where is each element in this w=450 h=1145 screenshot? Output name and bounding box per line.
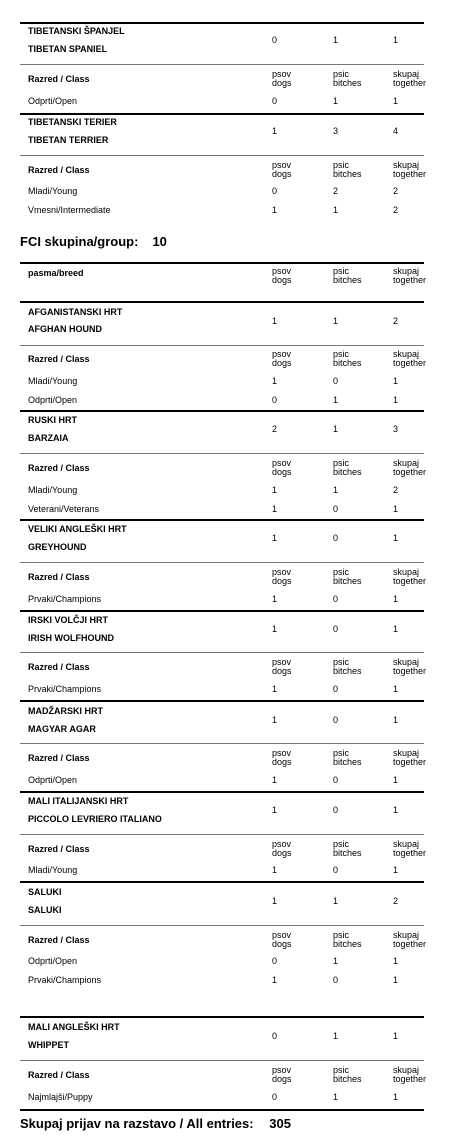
class-name: Odprti/Open (28, 956, 78, 966)
dogs-count: 1 (272, 805, 278, 815)
together-count: 1 (393, 594, 399, 604)
dogs-column-header-line: dogs (272, 275, 292, 285)
bitches-column-header-line: psic (333, 160, 350, 170)
together-column-header-line: skupaj (393, 160, 420, 170)
dogs-count: 1 (272, 485, 278, 495)
dogs-column-header (272, 70, 292, 88)
all-entries-footer (20, 1116, 291, 1131)
bitches-count: 1 (333, 96, 339, 106)
dogs-column-header-line: dogs (272, 576, 292, 586)
dogs-count: 0 (272, 1092, 278, 1102)
bitches-count: 1 (333, 35, 339, 45)
breed-name-si: AFGANISTANSKI HRT (28, 307, 123, 317)
together-column-header (393, 658, 426, 676)
together-column-header-line: skupaj (393, 748, 420, 758)
breed-name-en: MAGYAR AGAR (28, 724, 96, 734)
dogs-count: 0 (272, 96, 278, 106)
bitches-column-header-line: psic (333, 266, 350, 276)
dogs-count: 1 (272, 376, 278, 386)
bitches-count: 1 (333, 395, 339, 405)
dogs-column-header-line: psov (272, 160, 292, 170)
bitches-count: 0 (333, 533, 339, 543)
bitches-count: 1 (333, 316, 339, 326)
class-name: Odprti/Open (28, 775, 78, 785)
dogs-column-header-line: dogs (272, 757, 292, 767)
class-name: Odprti/Open (28, 395, 78, 405)
bitches-column-header-line: psic (333, 839, 350, 849)
fci-group-heading (20, 234, 167, 249)
dogs-column-header-line: dogs (272, 1074, 292, 1084)
dogs-count: 1 (272, 504, 278, 514)
together-count: 1 (393, 533, 399, 543)
dogs-column-header-line: psov (272, 657, 292, 667)
bitches-column-header (333, 749, 362, 767)
class-header-label: Razred / Class (28, 753, 90, 763)
class-name: Vmesni/Intermediate (28, 205, 111, 215)
bitches-column-header-line: psic (333, 930, 350, 940)
breed-name-si: RUSKI HRT (28, 415, 77, 425)
bitches-column-header (333, 658, 362, 676)
dogs-column-header-line: psov (272, 567, 292, 577)
together-count: 2 (393, 485, 399, 495)
dogs-column-header-line: psov (272, 349, 292, 359)
fci-group-number: 10 (152, 234, 167, 249)
together-column-header-line: skupaj (393, 657, 420, 667)
breed-name-si: MALI ITALIJANSKI HRT (28, 796, 129, 806)
class-header-label: Razred / Class (28, 844, 90, 854)
dogs-count: 0 (272, 956, 278, 966)
dogs-column-header (272, 931, 292, 949)
class-name: Mladi/Young (28, 865, 78, 875)
bitches-column-header-line: bitches (333, 467, 362, 477)
bitches-column-header-line: bitches (333, 666, 362, 676)
dogs-count: 0 (272, 1031, 278, 1041)
row-divider (20, 652, 424, 653)
together-column-header-line: together (393, 576, 427, 586)
class-name: Odprti/Open (28, 96, 78, 106)
together-column-header-line: skupaj (393, 1065, 420, 1075)
dogs-column-header-line: psov (272, 1065, 292, 1075)
bitches-column-header (333, 931, 362, 949)
dogs-count: 2 (272, 424, 278, 434)
dogs-column-header (272, 1066, 292, 1084)
section-divider (20, 410, 424, 412)
breed-header-label: pasma/breed (28, 268, 84, 278)
breed-name-en: SALUKI (28, 905, 62, 915)
dogs-count: 1 (272, 865, 278, 875)
bitches-count: 0 (333, 975, 339, 985)
bitches-column-header (333, 267, 362, 285)
class-name: Mladi/Young (28, 376, 78, 386)
together-count: 4 (393, 126, 399, 136)
together-count: 1 (393, 504, 399, 514)
together-column-header-line: skupaj (393, 839, 420, 849)
dogs-column-header-line: dogs (272, 78, 292, 88)
class-header-label: Razred / Class (28, 463, 90, 473)
row-divider (20, 64, 424, 65)
bitches-count: 2 (333, 186, 339, 196)
class-name: Prvaki/Champions (28, 594, 102, 604)
breed-name-si: IRSKI VOLČJI HRT (28, 615, 109, 625)
bitches-column-header (333, 459, 362, 477)
together-count: 1 (393, 1092, 399, 1102)
dogs-count: 0 (272, 186, 278, 196)
dogs-count: 1 (272, 775, 278, 785)
bitches-count: 1 (333, 205, 339, 215)
together-column-header (393, 749, 426, 767)
bitches-count: 0 (333, 775, 339, 785)
class-name: Najmlajši/Puppy (28, 1092, 93, 1102)
bitches-column-header-line: psic (333, 1065, 350, 1075)
together-column-header (393, 931, 426, 949)
dogs-column-header (272, 568, 292, 586)
bitches-count: 3 (333, 126, 339, 136)
class-name: Prvaki/Champions (28, 684, 102, 694)
together-column-header-line: together (393, 757, 427, 767)
together-column-header (393, 840, 426, 858)
bitches-column-header (333, 568, 362, 586)
together-column-header-line: together (393, 848, 427, 858)
dogs-column-header (272, 749, 292, 767)
bitches-count: 0 (333, 376, 339, 386)
row-divider (20, 453, 424, 454)
bitches-column-header-line: bitches (333, 757, 362, 767)
section-divider (20, 1109, 424, 1111)
dogs-count: 1 (272, 205, 278, 215)
dogs-count: 1 (272, 624, 278, 634)
dogs-count: 0 (272, 395, 278, 405)
dogs-column-header-line: psov (272, 748, 292, 758)
together-column-header-line: together (393, 78, 427, 88)
class-name: Mladi/Young (28, 186, 78, 196)
section-divider (20, 301, 424, 303)
together-column-header-line: together (393, 358, 427, 368)
breed-name-en: TIBETAN TERRIER (28, 135, 109, 145)
section-divider (20, 1016, 424, 1018)
dogs-count: 1 (272, 316, 278, 326)
bitches-column-header-line: psic (333, 567, 350, 577)
together-column-header (393, 459, 426, 477)
dogs-column-header-line: psov (272, 266, 292, 276)
together-count: 1 (393, 684, 399, 694)
together-column-header (393, 1066, 426, 1084)
bitches-column-header (333, 1066, 362, 1084)
class-name: Mladi/Young (28, 485, 78, 495)
together-column-header-line: skupaj (393, 69, 420, 79)
bitches-column-header-line: bitches (333, 1074, 362, 1084)
breed-name-en: GREYHOUND (28, 542, 87, 552)
together-column-header-line: skupaj (393, 930, 420, 940)
together-column-header-line: together (393, 169, 427, 179)
breed-name-en: WHIPPET (28, 1040, 70, 1050)
together-count: 1 (393, 715, 399, 725)
bitches-count: 0 (333, 594, 339, 604)
bitches-count: 0 (333, 684, 339, 694)
bitches-count: 1 (333, 485, 339, 495)
breed-name-si: VELIKI ANGLEŠKI HRT (28, 524, 127, 534)
class-header-label: Razred / Class (28, 662, 90, 672)
bitches-column-header (333, 840, 362, 858)
bitches-count: 0 (333, 504, 339, 514)
bitches-column-header (333, 161, 362, 179)
together-count: 2 (393, 205, 399, 215)
dogs-column-header-line: dogs (272, 848, 292, 858)
bitches-column-header-line: bitches (333, 169, 362, 179)
dogs-column-header-line: dogs (272, 666, 292, 676)
row-divider (20, 562, 424, 563)
fci-group-label: FCI skupina/group: (20, 234, 139, 249)
together-column-header (393, 161, 426, 179)
together-count: 1 (393, 805, 399, 815)
dogs-count: 1 (272, 684, 278, 694)
breed-name-si: SALUKI (28, 887, 62, 897)
dogs-column-header (272, 459, 292, 477)
bitches-column-header-line: bitches (333, 358, 362, 368)
class-name: Prvaki/Champions (28, 975, 102, 985)
class-header-label: Razred / Class (28, 354, 90, 364)
together-column-header-line: skupaj (393, 349, 420, 359)
dogs-column-header-line: dogs (272, 358, 292, 368)
together-column-header (393, 350, 426, 368)
dogs-column-header-line: psov (272, 69, 292, 79)
dogs-column-header (272, 350, 292, 368)
section-divider (20, 700, 424, 702)
together-count: 2 (393, 896, 399, 906)
section-divider (20, 791, 424, 793)
breed-name-si: TIBETANSKI ŠPANJEL (28, 26, 125, 36)
dogs-column-header (272, 267, 292, 285)
breed-name-en: AFGHAN HOUND (28, 324, 102, 334)
together-column-header (393, 568, 426, 586)
bitches-count: 0 (333, 865, 339, 875)
together-count: 1 (393, 395, 399, 405)
bitches-count: 0 (333, 715, 339, 725)
bitches-count: 1 (333, 896, 339, 906)
breed-name-en: BARZAIA (28, 433, 69, 443)
together-count: 1 (393, 956, 399, 966)
bitches-count: 1 (333, 956, 339, 966)
section-divider (20, 881, 424, 883)
row-divider (20, 743, 424, 744)
bitches-column-header (333, 70, 362, 88)
dogs-column-header-line: psov (272, 458, 292, 468)
row-divider (20, 345, 424, 346)
dogs-count: 1 (272, 896, 278, 906)
together-count: 1 (393, 35, 399, 45)
dogs-count: 1 (272, 126, 278, 136)
dogs-column-header-line: psov (272, 839, 292, 849)
bitches-column-header-line: psic (333, 748, 350, 758)
together-count: 1 (393, 1031, 399, 1041)
bitches-count: 1 (333, 424, 339, 434)
together-column-header (393, 70, 426, 88)
together-count: 1 (393, 865, 399, 875)
together-column-header-line: skupaj (393, 458, 420, 468)
section-divider (20, 262, 424, 264)
dogs-count: 1 (272, 715, 278, 725)
bitches-count: 1 (333, 1031, 339, 1041)
bitches-column-header-line: bitches (333, 576, 362, 586)
together-count: 3 (393, 424, 399, 434)
dogs-count: 0 (272, 35, 278, 45)
class-name: Veterani/Veterans (28, 504, 100, 514)
dogs-count: 1 (272, 594, 278, 604)
row-divider (20, 155, 424, 156)
together-column-header-line: skupaj (393, 567, 420, 577)
together-column-header-line: together (393, 1074, 427, 1084)
bitches-column-header (333, 350, 362, 368)
dogs-column-header-line: dogs (272, 169, 292, 179)
dogs-column-header (272, 658, 292, 676)
bitches-column-header-line: psic (333, 349, 350, 359)
together-column-header (393, 267, 426, 285)
class-header-label: Razred / Class (28, 572, 90, 582)
together-count: 2 (393, 316, 399, 326)
together-column-header-line: together (393, 275, 427, 285)
bitches-column-header-line: psic (333, 458, 350, 468)
breed-name-si: MADŽARSKI HRT (28, 706, 103, 716)
class-header-label: Razred / Class (28, 74, 90, 84)
bitches-count: 0 (333, 624, 339, 634)
breed-name-en: IRISH WOLFHOUND (28, 633, 114, 643)
together-column-header-line: together (393, 939, 427, 949)
together-column-header-line: skupaj (393, 266, 420, 276)
breed-name-si: MALI ANGLEŠKI HRT (28, 1022, 120, 1032)
section-divider (20, 113, 424, 115)
bitches-column-header-line: psic (333, 69, 350, 79)
together-column-header-line: together (393, 467, 427, 477)
dogs-column-header-line: dogs (272, 939, 292, 949)
class-header-label: Razred / Class (28, 165, 90, 175)
together-column-header-line: together (393, 666, 427, 676)
all-entries-total: 305 (269, 1116, 291, 1131)
bitches-column-header-line: bitches (333, 848, 362, 858)
row-divider (20, 925, 424, 926)
dogs-column-header (272, 161, 292, 179)
dogs-count: 1 (272, 975, 278, 985)
together-count: 2 (393, 186, 399, 196)
section-divider (20, 22, 424, 24)
dogs-column-header (272, 840, 292, 858)
bitches-count: 1 (333, 1092, 339, 1102)
dogs-column-header-line: dogs (272, 467, 292, 477)
together-count: 1 (393, 96, 399, 106)
breed-name-en: TIBETAN SPANIEL (28, 44, 108, 54)
breed-name-en: PICCOLO LEVRIERO ITALIANO (28, 814, 162, 824)
together-count: 1 (393, 376, 399, 386)
class-header-label: Razred / Class (28, 1070, 90, 1080)
together-count: 1 (393, 624, 399, 634)
bitches-column-header-line: psic (333, 657, 350, 667)
together-count: 1 (393, 975, 399, 985)
class-header-label: Razred / Class (28, 935, 90, 945)
section-divider (20, 519, 424, 521)
bitches-column-header-line: bitches (333, 939, 362, 949)
row-divider (20, 1060, 424, 1061)
together-count: 1 (393, 775, 399, 785)
section-divider (20, 610, 424, 612)
row-divider (20, 834, 424, 835)
breed-name-si: TIBETANSKI TERIER (28, 117, 117, 127)
bitches-column-header-line: bitches (333, 78, 362, 88)
bitches-count: 0 (333, 805, 339, 815)
dogs-count: 1 (272, 533, 278, 543)
dogs-column-header-line: psov (272, 930, 292, 940)
bitches-column-header-line: bitches (333, 275, 362, 285)
all-entries-label: Skupaj prijav na razstavo / All entries: (20, 1116, 254, 1131)
